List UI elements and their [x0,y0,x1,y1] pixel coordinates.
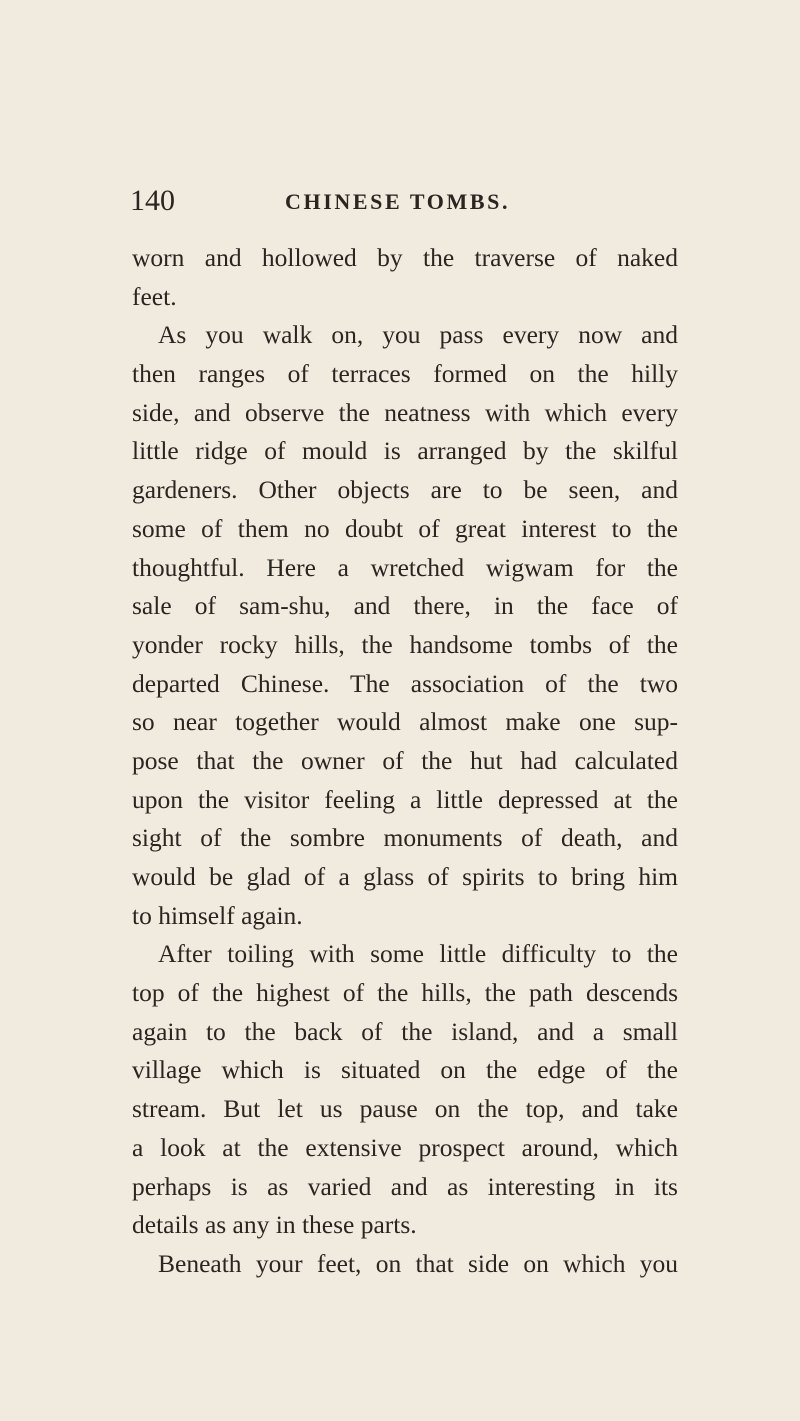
text-line: again to the back of the island, and a small [132,1016,678,1046]
text-line: a look at the extensive prospect around, which [132,1132,678,1162]
text-line: side, and observe the neatness with which every [132,397,678,427]
text-line: thoughtful. Here a wretched wigwam for the [132,552,678,582]
text-line: so near together would almost make one sup- [132,707,678,737]
text-line: little ridge of mould is arranged by the skilful [132,436,678,466]
text-line: Beneath your feet, on that side on which you [158,1248,678,1278]
text-line: upon the visitor feeling a little depressed at the [132,784,678,814]
text-line: After toiling with some little difficulty to the [158,939,678,969]
text-line: village which is situated on the edge of the [132,1055,678,1085]
text-line: to himself again. [132,900,303,930]
text-line: pose that the owner of the hut had calculated [132,745,678,775]
text-line: would be glad of a glass of spirits to bring him [132,862,678,891]
text-line: yonder rocky hills, the handsome tombs of the [132,629,678,659]
text-line: some of them no doubt of great interest to the [132,513,678,543]
text-line: sight of the sombre monuments of death, and [132,823,678,853]
text-line: stream. But let us pause on the top, and take [132,1094,678,1124]
page-number: 140 [130,184,175,217]
text-line: then ranges of terraces formed on the hilly [132,359,678,389]
text-line: sale of sam-shu, and there, in the face of [132,591,678,621]
running-head: CHINESE TOMBS. [285,189,511,214]
text-line: As you walk on, you pass every now and [158,320,678,350]
text-line: details as any in these parts. [132,1210,417,1240]
text-line: gardeners. Other objects are to be seen, and [132,475,678,505]
text-line: perhaps is as varied and as interesting in its [132,1171,678,1201]
text-line: worn and hollowed by the traverse of naked [132,243,678,272]
text-line: departed Chinese. The association of the two [132,668,678,698]
text-line: top of the highest of the hills, the path descends [132,978,678,1008]
page-header [130,181,690,221]
text-line: feet. [132,281,177,311]
body-text [132,239,678,1284]
